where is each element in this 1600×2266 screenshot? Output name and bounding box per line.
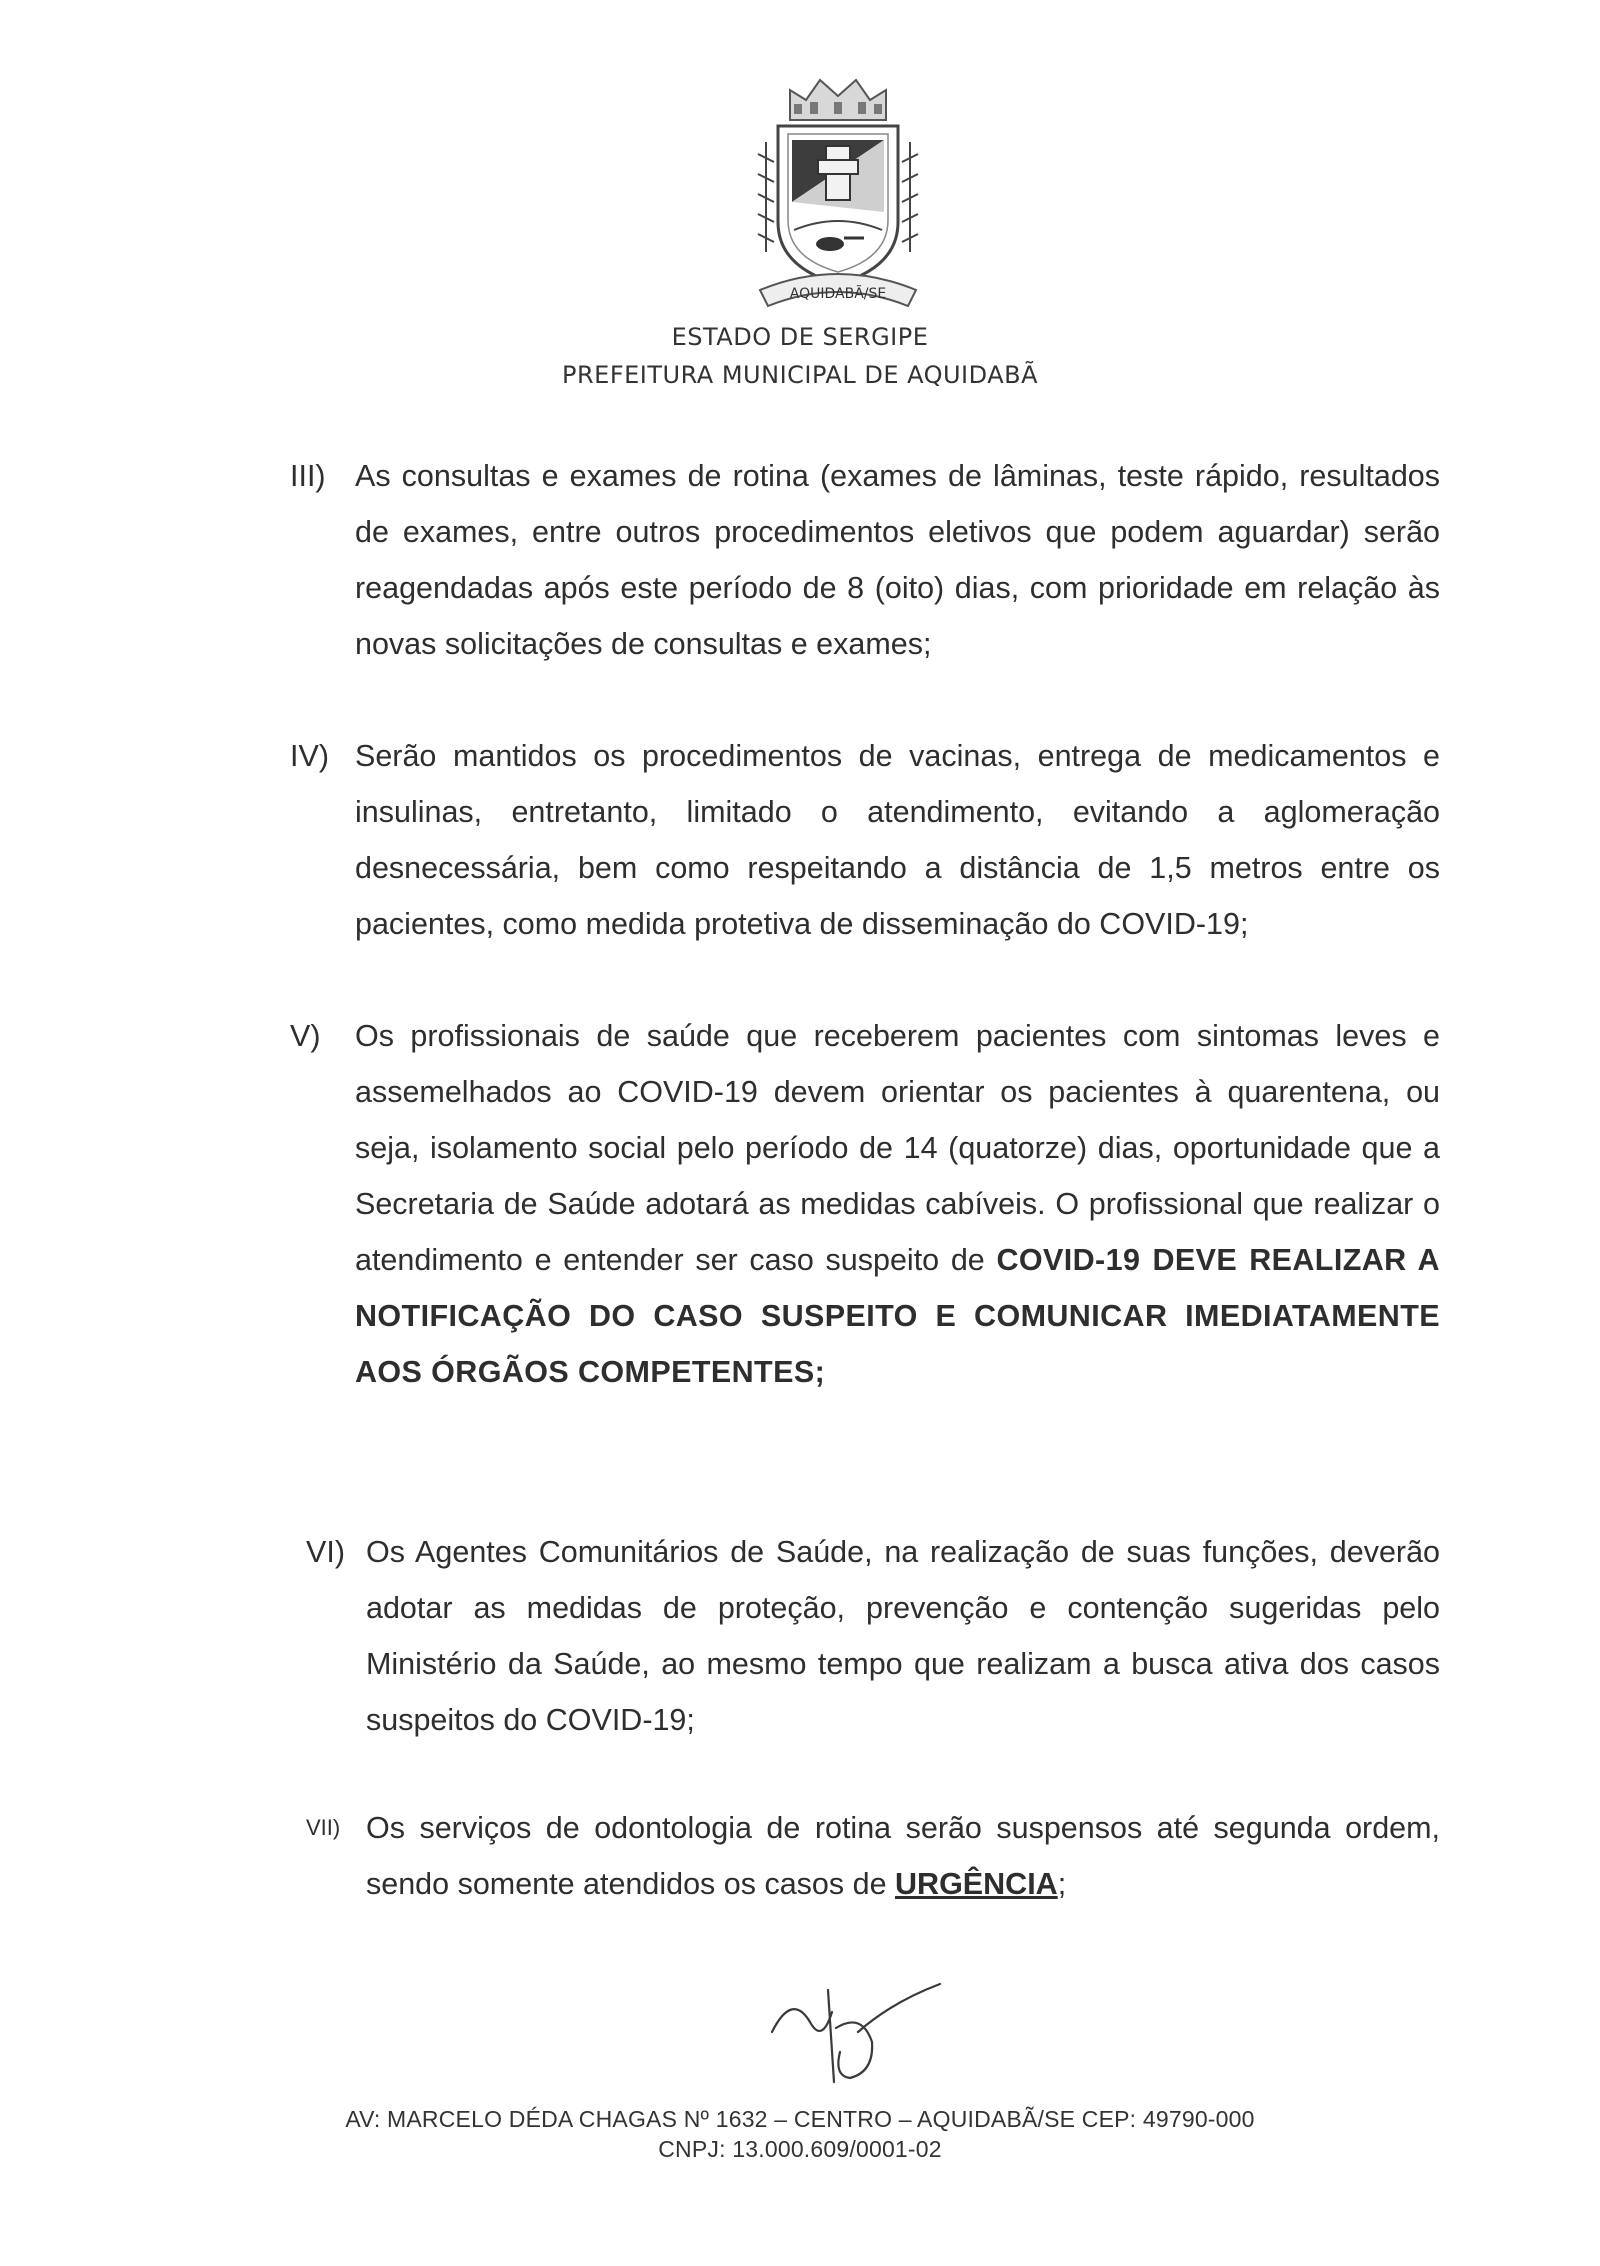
footer-cnpj: CNPJ: 13.000.609/0001-02 — [658, 2136, 942, 2162]
clause-tail: ; — [1057, 1867, 1067, 1901]
clause-emphasis: URGÊNCIA — [895, 1867, 1058, 1901]
clause-vi — [306, 1524, 1440, 1748]
clause-text: Serão mantidos os procedimentos de vacinas, entrega de medicamentos e insulinas, entretanto, limitado o atendimento, evitando a aglomeração desnecessária, bem como respeitando a distância de 1,5 metros entre os pacientes, como medida protetiva de disseminação do COVID-19; — [355, 739, 1440, 941]
clause-emphasis: COVID-19 DEVE REALIZAR A NOTIFICAÇÃO DO CASO SUSPEITO E COMUNICAR IMEDIATAMENTE AOS ÓRGÃOS COMPETENTES; — [355, 1243, 1440, 1389]
clause-text: Os serviços de odontologia de rotina serão suspensos até segunda ordem, sendo somente atendidos os casos de — [366, 1811, 1440, 1901]
clause-text: Os profissionais de saúde que receberem pacientes com sintomas leves e assemelhados ao COVID-19 devem orientar os pacientes à quarentena, ou seja, isolamento social pelo período de 14 (quatorze) dias, oportunidade que a Secretaria de Saúde adotará as medidas cabíveis. O profissional que realizar o atendimento e entender ser caso suspeito de — [355, 1019, 1440, 1277]
clause-text-wrapper — [355, 1008, 1440, 1400]
clause-v — [290, 1008, 1440, 1400]
clause-number: VII) — [306, 1815, 341, 1840]
clause-text: As consultas e exames de rotina (exames de lâminas, teste rápido, resultados de exames, entre outros procedimentos eletivos que podem aguardar) serão reagendadas após este período de 8 (oito) dias, com prioridade em relação às novas solicitações de consultas e exames; — [355, 459, 1440, 661]
clause-iv — [290, 728, 1440, 952]
clause-text: Os Agentes Comunitários de Saúde, na realização de suas funções, deverão adotar as medidas de proteção, prevenção e contenção sugeridas pelo Ministério da Saúde, ao mesmo tempo que realizam a busca ativa dos casos suspeitos do COVID-19; — [366, 1535, 1440, 1737]
state-heading: ESTADO DE SERGIPE — [671, 323, 929, 351]
clause-text-wrapper — [366, 1800, 1440, 1912]
clause-vii — [306, 1800, 1440, 1912]
municipality-heading: PREFEITURA MUNICIPAL DE AQUIDABÃ — [562, 361, 1038, 389]
handwritten-signature — [762, 1972, 942, 2092]
footer-address: AV: MARCELO DÉDA CHAGAS Nº 1632 – CENTRO – AQUIDABÃ/SE CEP: 49790-000 — [345, 2106, 1255, 2132]
crest-ribbon-text: AQUIDABÃ/SE — [789, 286, 887, 302]
clause-iii — [290, 448, 1440, 672]
clause-number: VI) — [306, 1535, 345, 1569]
municipal-coat-of-arms — [748, 62, 928, 324]
clause-number: III) — [290, 459, 326, 493]
clause-number: IV) — [290, 739, 329, 773]
clause-number: V) — [290, 1019, 321, 1053]
